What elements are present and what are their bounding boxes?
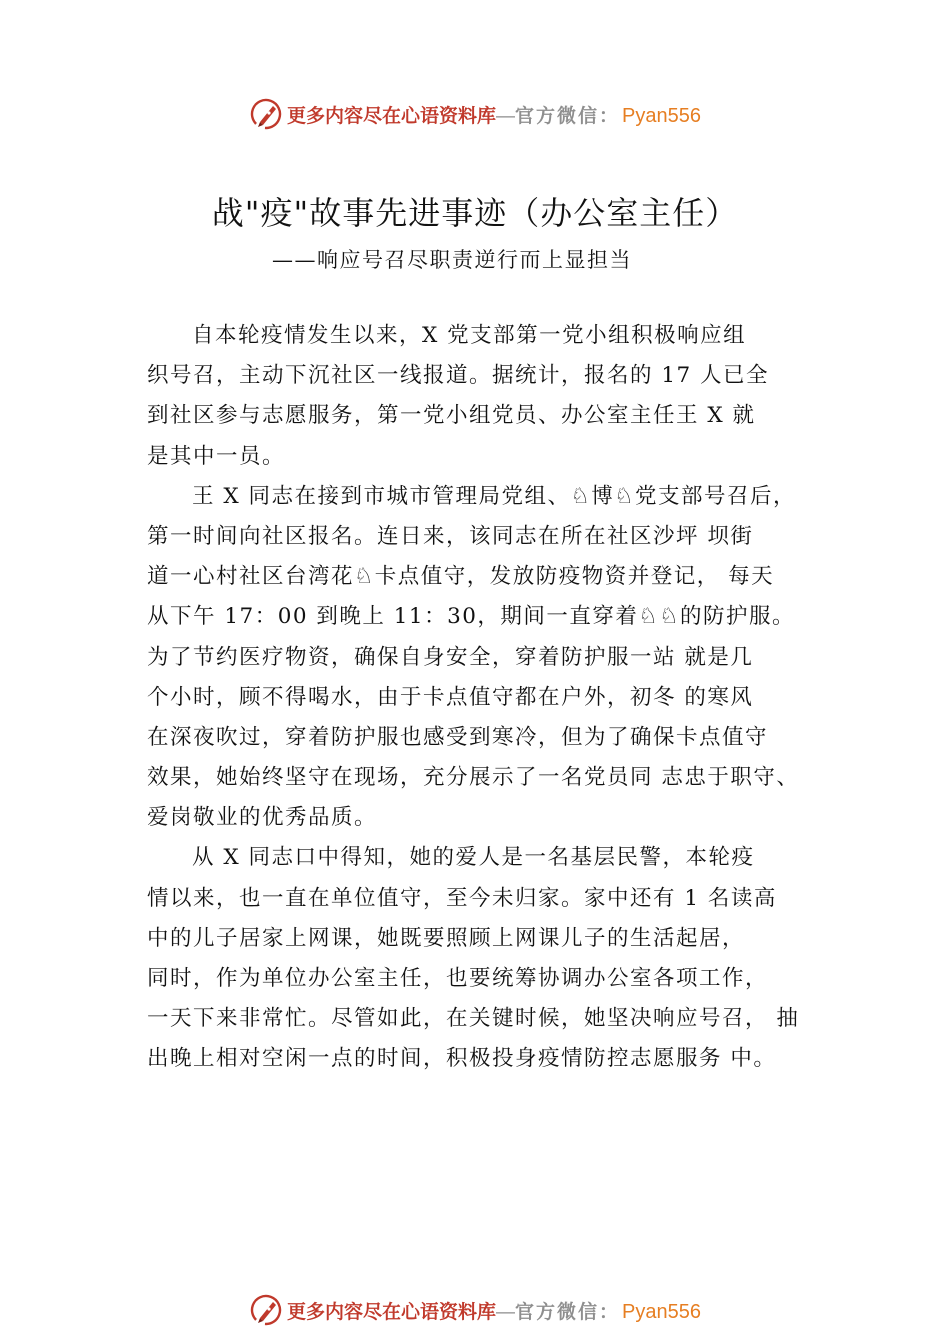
pen-nib-logo-icon xyxy=(249,1293,283,1327)
text-line: 第一时间向社区报名。连日来，该同志在所在社区沙坪 坝街 xyxy=(147,523,754,549)
text-line: 一天下来非常忙。尽管如此，在关键时候，她坚决响应号召， 抽 xyxy=(147,1006,800,1032)
banner-wechat-id: Pyan556 xyxy=(622,104,701,127)
banner-dash: — xyxy=(496,1301,516,1323)
paragraph-1 xyxy=(147,316,847,477)
paragraph-3 xyxy=(147,838,847,1079)
banner-dash: — xyxy=(496,105,516,127)
text-line: 道一心村社区台湾花♘卡点值守，发放防疫物资并登记， 每天 xyxy=(147,564,775,590)
text-line: 出晚上相对空闲一点的时间，积极投身疫情防控志愿服务 中。 xyxy=(147,1046,777,1072)
text-line: 同时，作为单位办公室主任，也要统筹协调办公室各项工作， xyxy=(147,966,769,991)
banner-main-text: 更多内容尽在心语资料库 xyxy=(287,1300,497,1323)
text-line: 爱岗敬业的优秀品质。 xyxy=(147,805,378,831)
document-subtitle: ——响应号召尽职责逆行而上显担当 xyxy=(272,248,632,272)
text-line: 是其中一员。 xyxy=(147,443,286,469)
text-line: 中的儿子居家上网课，她既要照顾上网课儿子的生活起居， xyxy=(147,925,746,951)
banner-label: 官方微信： xyxy=(515,104,621,127)
banner-main-text: 更多内容尽在心语资料库 xyxy=(287,104,497,127)
text-line: 为了节约医疗物资，确保自身安全，穿着防护服一站 就是几 xyxy=(147,644,754,670)
text-line: 从下午 17：00 到晚上 11：30，期间一直穿着♘♘的防护服。 xyxy=(147,604,795,630)
document-body xyxy=(147,316,847,1080)
text-line: 从 X 同志口中得知，她的爱人是一名基层民警，本轮疫 xyxy=(192,845,755,871)
header-banner xyxy=(0,94,950,134)
text-line: 情以来，也一直在单位值守，至今未归家。家中还有 1 名读高 xyxy=(147,885,777,911)
paragraph-2 xyxy=(147,477,847,839)
banner-label: 官方微信： xyxy=(515,1300,621,1323)
footer-banner xyxy=(0,1290,950,1330)
text-line: 效果，她始终坚守在现场，充分展示了一名党员同 志忠于职守、 xyxy=(147,765,800,791)
pen-nib-logo-icon xyxy=(249,97,283,131)
text-line: 王 X 同志在接到市城市管理局党组、♘博♘党支部号召后， xyxy=(192,483,797,509)
banner-wechat-id: Pyan556 xyxy=(622,1300,701,1323)
text-line: 个小时，顾不得喝水，由于卡点值守都在户外，初冬 的寒风 xyxy=(147,684,754,710)
document-title: 战"疫"故事先进事迹（办公室主任） xyxy=(211,194,739,232)
text-line: 织号召，主动下沉社区一线报道。据统计，报名的 17 人已全 xyxy=(147,363,770,389)
text-line: 在深夜吹过，穿着防护服也感受到寒冷，但为了确保卡点值守 xyxy=(147,724,769,750)
text-line: 到社区参与志愿服务，第一党小组党员、办公室主任王 X 就 xyxy=(147,403,756,429)
text-line: 自本轮疫情发生以来，X 党支部第一党小组积极响应组 xyxy=(192,323,747,348)
